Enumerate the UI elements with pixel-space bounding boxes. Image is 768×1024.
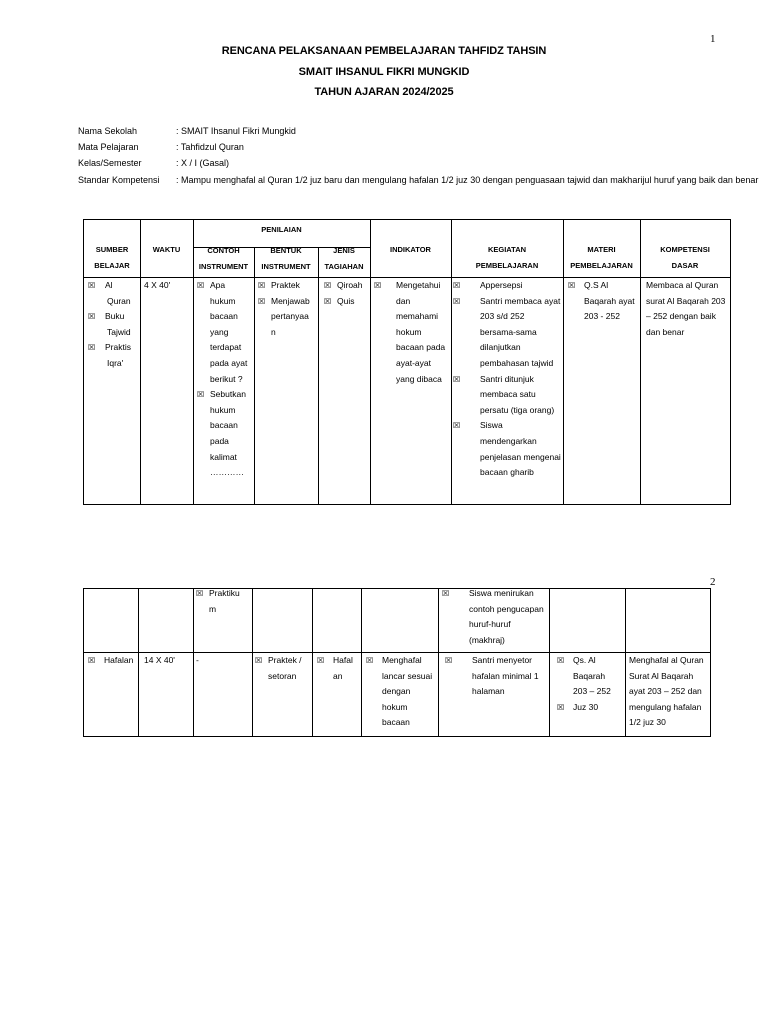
item-line: hukum [210, 404, 236, 415]
item-line: bacaan pada [396, 342, 446, 353]
cell-materi [568, 278, 640, 325]
header-line: PEMBELAJARAN [570, 261, 633, 270]
header-line: MATERI [587, 245, 616, 254]
item-text: Iqra' [107, 357, 124, 368]
item-line: pembahasan tajwid [480, 357, 554, 368]
checkbox-icon: ☒ [568, 281, 576, 290]
item-line: Baqarah [573, 670, 606, 681]
info-value: : X / I (Gasal) [176, 158, 230, 168]
item-text: Quis [337, 295, 355, 306]
cell-contoh-instrument [197, 278, 253, 481]
checkbox-icon: ☒ [453, 296, 461, 306]
checkbox-icon: ☒ [258, 296, 266, 306]
list-item [196, 586, 252, 602]
header-line: KEGIATAN [487, 245, 527, 254]
info-label: Mata Pelajaran [78, 142, 139, 152]
item-text: Hafalan [104, 655, 134, 665]
header-line: TAGIAHAN [324, 262, 364, 271]
header-line: KOMPETENSI [660, 245, 710, 254]
header-line: BELAJAR [94, 261, 130, 270]
checkbox-icon: ☒ [197, 281, 205, 290]
header-kompetensi [640, 242, 730, 274]
item-line: penjelasan mengenai [480, 451, 561, 462]
header-line: PEMBELAJARAN [475, 261, 539, 270]
header-line: INSTRUMENT [261, 262, 311, 271]
item-line: 203 – 252 [573, 686, 611, 697]
list-item [88, 340, 140, 356]
rpp-table [83, 219, 731, 505]
checkbox-icon: ☒ [374, 281, 382, 290]
list-item [258, 278, 318, 294]
item-line: Surat Al Baqarah [629, 670, 694, 681]
item-line: setoran [268, 670, 297, 681]
item-line: bacaan gharib [480, 467, 534, 478]
cell-kegiatan [442, 586, 549, 648]
checkbox-icon: ☒ [453, 421, 461, 431]
cell-kegiatan [445, 653, 549, 700]
item-line: Baqarah ayat [584, 295, 635, 306]
academic-year-title: TAHUN AJARAN 2024/2025 [314, 86, 454, 98]
item-line: Membaca al Quran [646, 280, 719, 290]
list-item [445, 653, 549, 669]
item-text: Santri menyetor [472, 655, 532, 665]
item-line: mendengarkan [480, 435, 537, 446]
checkbox-icon: ☒ [88, 656, 96, 665]
list-item [88, 653, 138, 669]
header-bentuk-instrument [254, 243, 318, 275]
item-line: hokum [382, 701, 408, 712]
item-line: n [271, 326, 276, 337]
item-line: lancar sesuai [382, 670, 433, 681]
item-line: m [209, 603, 217, 614]
list-item [453, 418, 563, 434]
item-line: hokum [396, 326, 422, 337]
header-line: CONTOH [207, 246, 240, 255]
item-line: hafalan minimal 1 [472, 670, 539, 681]
header-jenis-tagihan [318, 243, 370, 275]
header-materi [563, 242, 640, 274]
item-text: Q.S Al [584, 280, 609, 290]
checkbox-icon: ☒ [445, 656, 453, 665]
info-value: : SMAIT Ihsanul Fikri Mungkid [176, 126, 296, 136]
item-line: bacaan [210, 420, 238, 431]
checkbox-icon: ☒ [557, 656, 565, 665]
cell-waktu: 4 X 40' [144, 280, 171, 290]
cell-contoh-instrument [196, 586, 252, 617]
checkbox-icon: ☒ [258, 281, 266, 290]
header-line: SUMBER [95, 245, 129, 254]
item-line: dilanjutkan [480, 342, 521, 353]
info-label: Standar Kompetensi [78, 175, 160, 185]
item-text: Praktek / [268, 655, 302, 665]
checkbox-icon: ☒ [442, 589, 450, 598]
checkbox-icon: ☒ [453, 374, 461, 384]
list-item [88, 278, 140, 294]
item-text: Apa [210, 280, 226, 290]
item-line: dan [396, 295, 411, 306]
item-line: 203 s/d 252 [480, 311, 525, 322]
list-item [453, 372, 563, 388]
header-line: JENIS [333, 246, 355, 255]
item-text: Sebutkan [210, 389, 246, 400]
item-line: bacaan [210, 311, 238, 322]
list-item [453, 294, 563, 310]
item-line: yang [210, 326, 229, 337]
list-item [442, 586, 549, 602]
rpp-table-continued [83, 588, 711, 737]
header-indikator: INDIKATOR [390, 245, 431, 254]
item-text: Santri membaca ayat [480, 295, 561, 306]
checkbox-icon: ☒ [88, 343, 96, 353]
item-line: pertanyaa [271, 311, 309, 322]
item-line: (makhraj) [469, 634, 505, 645]
list-item [366, 653, 438, 669]
header-waktu: WAKTU [152, 245, 181, 254]
item-line: – 252 dengan baik [646, 311, 716, 322]
item-text: Tajwid [107, 326, 131, 337]
cell-sumber-belajar [88, 278, 140, 372]
checkbox-icon: ☒ [255, 656, 263, 665]
checkbox-icon: ☒ [197, 390, 205, 400]
item-line: contoh pengucapan [469, 603, 544, 614]
item-line: ayat-ayat [396, 357, 431, 368]
item-text: Menjawab [271, 295, 310, 306]
list-item [197, 278, 253, 294]
cell-waktu: 14 X 40' [144, 655, 175, 665]
checkbox-icon: ☒ [88, 281, 96, 290]
document-title: RENCANA PELAKSANAAN PEMBELAJARAN TAHFIDZ TAHSIN [221, 45, 547, 57]
cell-bentuk-instrument [258, 278, 318, 340]
item-text: Hafal [333, 655, 353, 665]
item-line: surat Al Baqarah 203 [646, 295, 726, 306]
school-title: SMAIT IHSANUL FIKRI MUNGKID [298, 66, 470, 78]
item-text: Al [105, 280, 113, 290]
cell-materi [557, 653, 625, 715]
checkbox-icon: ☒ [453, 281, 461, 290]
item-line: persatu (tiga orang) [480, 404, 555, 415]
item-text: Juz 30 [573, 701, 599, 712]
item-line: berikut ? [210, 373, 243, 384]
item-text: Qiroah [337, 280, 363, 290]
cell-kompetensi [646, 278, 732, 340]
item-text: Praktiku [209, 588, 240, 598]
checkbox-icon: ☒ [557, 702, 565, 712]
list-item-cont [88, 356, 140, 372]
cell-jenis-tagihan [324, 278, 370, 309]
checkbox-icon: ☒ [324, 296, 332, 306]
cell-bentuk-instrument [255, 653, 312, 684]
checkbox-icon: ☒ [88, 312, 96, 322]
cell-indikator [366, 653, 438, 731]
checkbox-icon: ☒ [196, 589, 204, 598]
list-item [568, 278, 640, 294]
cell-jenis-tagihan [317, 653, 361, 684]
item-line: bersama-sama [480, 326, 537, 337]
list-item [88, 309, 140, 325]
item-line: 1/2 juz 30 [629, 717, 666, 728]
list-item-cont [88, 294, 140, 310]
cell-contoh-instrument: - [196, 655, 199, 665]
item-text: Siswa menirukan [469, 588, 534, 598]
item-line: dengan [382, 686, 411, 697]
item-text: Qs. Al [573, 655, 596, 665]
info-value: : Tahfidzul Quran [176, 142, 244, 152]
cell-indikator [374, 278, 450, 387]
cell-kompetensi [629, 653, 711, 731]
item-line: bacaan [382, 717, 410, 728]
item-text: Praktek [271, 280, 300, 290]
item-line: 203 - 252 [584, 311, 620, 322]
item-line: kalimat [210, 451, 237, 462]
info-value: : Mampu menghafal al Quran 1/2 juz baru dan mengulang hafalan 1/2 juz 30 dengan penguasaan tajwid dan makharijul huruf yang baik dan benar [176, 175, 759, 185]
list-item [255, 653, 312, 669]
item-text: Appersepsi [480, 280, 523, 290]
cell-sumber-belajar [88, 653, 138, 669]
header-line: DASAR [671, 261, 699, 270]
list-item-cont [88, 325, 140, 341]
list-item [453, 278, 563, 294]
item-line: memahami [396, 311, 439, 322]
checkbox-icon: ☒ [366, 656, 374, 665]
list-item [324, 278, 370, 294]
info-label: Kelas/Semester [78, 158, 142, 168]
item-text: Quran [107, 295, 131, 306]
page-number: 2 [710, 576, 716, 588]
list-item [317, 653, 361, 669]
item-line: yang dibaca [396, 373, 442, 384]
header-line: BENTUK [270, 246, 302, 255]
item-line: ………… [210, 467, 244, 478]
item-line: terdapat [210, 342, 242, 353]
list-item [324, 294, 370, 310]
header-contoh-instrument [193, 243, 254, 275]
checkbox-icon: ☒ [324, 281, 332, 290]
item-text: Santri ditunjuk [480, 373, 534, 384]
page-number: 1 [710, 33, 716, 45]
list-item [557, 700, 625, 716]
item-line: pada [210, 435, 229, 446]
header-penilaian: PENILAIAN [261, 225, 302, 234]
item-line: an [333, 670, 343, 681]
item-text: Praktis [105, 342, 131, 353]
list-item [374, 278, 450, 294]
cell-kegiatan [453, 278, 563, 481]
item-line: halaman [472, 686, 505, 697]
checkbox-icon: ☒ [317, 656, 325, 665]
item-line: pada ayat [210, 357, 248, 368]
item-line: mengulang hafalan [629, 701, 702, 712]
item-line: Menghafal al Quran [629, 655, 704, 665]
item-line: huruf-huruf [469, 619, 511, 630]
list-item [258, 294, 318, 310]
item-text: Buku [105, 311, 125, 322]
item-line: hukum [210, 295, 236, 306]
list-item [557, 653, 625, 669]
header-line: INSTRUMENT [198, 262, 249, 271]
header-sumber-belajar [84, 242, 140, 274]
header-kegiatan [451, 242, 563, 274]
info-label: Nama Sekolah [78, 126, 138, 136]
item-line: ayat 203 – 252 dan [629, 686, 702, 697]
item-text: Menghafal [382, 655, 422, 665]
item-line: membaca satu [480, 389, 536, 400]
item-text: Siswa [480, 420, 503, 431]
list-item [197, 387, 253, 403]
item-line: dan benar [646, 326, 685, 337]
item-text: Mengetahui [396, 280, 441, 290]
